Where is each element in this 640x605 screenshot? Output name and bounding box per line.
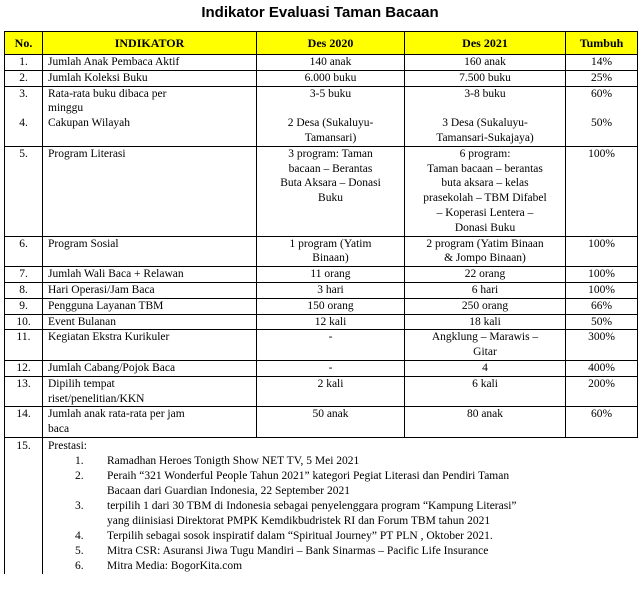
cell-tumbuh — [566, 314, 638, 330]
prestasi-item — [48, 544, 634, 559]
cell-line: Dipilih tempat — [48, 377, 115, 390]
cell-line: 3 Desa (Sukaluyu- — [442, 117, 528, 130]
cell-indikator — [43, 146, 257, 236]
cell-des-2021 — [405, 86, 566, 146]
cell-line: 8. — [19, 283, 28, 296]
cell-line: 6. — [19, 237, 28, 250]
column-header-des-2021: Des 2021 — [405, 32, 566, 55]
cell-des-2020 — [257, 267, 405, 283]
cell-line: 9. — [19, 299, 28, 312]
cell-line: Program Literasi — [48, 147, 126, 160]
cell-line: 14% — [590, 56, 613, 68]
cell-tumbuh — [566, 86, 638, 146]
cell-des-2021 — [405, 376, 566, 407]
table-row — [5, 282, 638, 298]
column-header-no: No. — [5, 32, 43, 55]
cell-line: 10. — [16, 315, 31, 328]
cell-line: minggu — [48, 102, 84, 115]
cell-line: 13. — [16, 377, 31, 390]
cell-line: 100% — [588, 237, 615, 250]
cell-des-2021 — [405, 267, 566, 283]
table-row — [5, 236, 638, 267]
column-header-indikator: INDIKATOR — [43, 32, 257, 55]
cell-line — [262, 101, 399, 116]
table-row — [5, 314, 638, 330]
cell-line: 12 kali — [314, 315, 347, 328]
cell-line: Jumlah Wali Baca + Relawan — [48, 268, 184, 281]
cell-des-2021 — [405, 236, 566, 267]
cell-line: 6 program: — [459, 147, 511, 160]
column-header-tumbuh: Tumbuh — [566, 32, 638, 55]
prestasi-item-text — [107, 559, 634, 574]
cell-line: 100% — [588, 147, 615, 160]
cell-no — [5, 146, 43, 236]
cell-line: Jumlah anak rata-rata per jam — [48, 408, 185, 421]
cell-line: 2 program (Yatim Binaan — [426, 237, 544, 250]
prestasi-item-line: terpilih 1 dari 30 TBM di Indonesia sebagai penyelenggara program “Kampung Literasi” — [107, 499, 517, 512]
cell-no — [5, 314, 43, 330]
cell-tumbuh — [566, 376, 638, 407]
cell-tumbuh — [566, 360, 638, 376]
cell-no — [5, 86, 43, 146]
cell-no — [5, 267, 43, 283]
prestasi-item — [48, 469, 634, 499]
cell-des-2020 — [257, 86, 405, 146]
cell-des-2020 — [257, 70, 405, 86]
cell-no — [5, 330, 43, 361]
cell-tumbuh — [566, 55, 638, 71]
cell-no: 15. — [5, 437, 43, 574]
cell-no — [5, 236, 43, 267]
cell-line: 12. — [16, 361, 31, 374]
evaluation-table — [4, 31, 638, 574]
prestasi-item-text — [107, 469, 634, 499]
cell-line: Event Bulanan — [48, 315, 117, 328]
cell-indikator — [43, 55, 257, 71]
cell-line: Rata-rata buku dibaca per — [48, 87, 167, 100]
cell-line: baca — [48, 423, 70, 436]
cell-line: 160 anak — [464, 56, 506, 68]
table-row — [5, 298, 638, 314]
cell-tumbuh — [566, 330, 638, 361]
cell-line: Jumlah Koleksi Buku — [48, 71, 148, 84]
cell-line: 66% — [590, 299, 613, 312]
table-row — [5, 70, 638, 86]
prestasi-item-text — [107, 529, 634, 544]
cell-tumbuh — [566, 146, 638, 236]
table-header-row — [5, 32, 638, 55]
cell-line: 2. — [19, 71, 28, 84]
cell-line: prasekolah – TBM Difabel — [423, 192, 547, 205]
prestasi-item — [48, 529, 634, 544]
table-row — [5, 360, 638, 376]
cell-indikator — [43, 314, 257, 330]
cell-line: 1. — [19, 56, 28, 68]
cell-line: 3-8 buku — [464, 87, 506, 100]
table-row — [5, 407, 638, 438]
table-row — [5, 55, 638, 71]
cell-line: 11. — [16, 331, 31, 344]
cell-line: 100% — [588, 268, 615, 281]
prestasi-item-line: Mitra Media: BogorKita.com — [107, 559, 243, 572]
cell-no — [5, 360, 43, 376]
prestasi-item — [48, 499, 634, 529]
cell-line: 50% — [590, 315, 613, 328]
cell-tumbuh — [566, 282, 638, 298]
cell-line: 3. — [19, 87, 28, 100]
cell-no — [5, 298, 43, 314]
cell-line: 100% — [588, 283, 615, 296]
cell-indikator — [43, 330, 257, 361]
cell-des-2021 — [405, 360, 566, 376]
prestasi-item-line: Terpilih sebagai sosok inspiratif dalam “Spiritual Journey” PT PLN , Oktober 2021. — [107, 529, 493, 542]
cell-line: 50% — [590, 117, 613, 130]
cell-des-2020 — [257, 314, 405, 330]
cell-des-2020 — [257, 236, 405, 267]
cell-indikator — [43, 86, 257, 146]
cell-line: – Koperasi Lentera – — [436, 206, 534, 219]
cell-des-2021 — [405, 330, 566, 361]
page-title: Indikator Evaluasi Taman Bacaan — [201, 4, 439, 21]
prestasi-content-cell — [43, 437, 638, 574]
cell-line — [410, 101, 560, 116]
cell-des-2020 — [257, 298, 405, 314]
cell-line: 400% — [588, 361, 615, 374]
cell-line: 11 orang — [310, 268, 351, 281]
prestasi-item-line: Mitra CSR: Asuransi Jiwa Tugu Mandiri – Bank Sinarmas – Pacific Life Insurance — [107, 544, 489, 557]
prestasi-row — [5, 437, 638, 574]
cell-indikator — [43, 298, 257, 314]
prestasi-item-number: 4. — [75, 529, 84, 542]
cell-line: 7. — [19, 268, 28, 281]
prestasi-item-number: 3. — [75, 499, 84, 512]
cell-line: 6 hari — [471, 283, 499, 296]
cell-line: bacaan – Berantas — [288, 162, 373, 175]
prestasi-item-line: yang diinisiasi Direktorat PMPK Kemdikbudristek RI dan Forum TBM tahun 2021 — [107, 514, 491, 527]
cell-tumbuh — [566, 407, 638, 438]
cell-line: Taman bacaan – berantas — [427, 162, 543, 175]
cell-line: 22 orang — [464, 268, 506, 281]
cell-line: Jumlah Cabang/Pojok Baca — [48, 361, 176, 374]
prestasi-item-text — [107, 454, 634, 469]
cell-no — [5, 376, 43, 407]
cell-des-2021 — [405, 70, 566, 86]
cell-line: Pengguna Layanan TBM — [48, 299, 164, 312]
cell-tumbuh — [566, 267, 638, 283]
table-row — [5, 86, 638, 146]
cell-des-2020 — [257, 282, 405, 298]
cell-line: Cakupan Wilayah — [48, 117, 131, 130]
cell-line: 6.000 buku — [304, 71, 357, 84]
cell-line: Donasi Buku — [454, 221, 516, 234]
cell-line: 50 anak — [312, 408, 349, 421]
cell-line: Kegiatan Ekstra Kurikuler — [48, 331, 170, 344]
cell-line: Buta Aksara – Donasi — [280, 177, 381, 190]
prestasi-item-line: Bacaan dari Guardian Indonesia, 22 September 2021 — [107, 484, 351, 497]
cell-line: 6 kali — [472, 377, 498, 390]
cell-line: 25% — [590, 71, 613, 84]
cell-line: 7.500 buku — [459, 71, 511, 84]
cell-tumbuh — [566, 70, 638, 86]
cell-indikator — [43, 282, 257, 298]
cell-des-2021 — [405, 407, 566, 438]
prestasi-item-line: Peraih “321 Wonderful People Tahun 2021” kategori Pegiat Literasi dan Pendiri Taman — [107, 469, 510, 482]
prestasi-item — [48, 559, 634, 574]
cell-line: 60% — [590, 87, 613, 100]
cell-no — [5, 407, 43, 438]
cell-des-2021 — [405, 146, 566, 236]
prestasi-item-line: Ramadhan Heroes Tonigth Show NET TV, 5 Mei 2021 — [107, 454, 360, 467]
cell-line: - — [328, 331, 333, 344]
cell-line: 2 kali — [317, 377, 344, 390]
cell-line: 3 hari — [317, 283, 344, 296]
column-header-des-2020: Des 2020 — [257, 32, 405, 55]
cell-line: 300% — [588, 331, 615, 344]
prestasi-item — [48, 454, 634, 469]
cell-line: 14. — [16, 408, 31, 421]
prestasi-item-number: 5. — [75, 544, 84, 557]
table-row — [5, 376, 638, 407]
cell-line: Binaan) — [312, 252, 349, 265]
table-row — [5, 146, 638, 236]
cell-line: 3 program: Taman — [288, 147, 373, 160]
cell-line: 3-5 buku — [309, 87, 352, 100]
cell-line: Angklung – Marawis – — [431, 331, 539, 344]
cell-line: 200% — [588, 377, 615, 390]
cell-des-2021 — [405, 55, 566, 71]
cell-indikator — [43, 236, 257, 267]
cell-des-2020 — [257, 330, 405, 361]
document-page — [0, 4, 640, 605]
prestasi-item-text — [107, 499, 634, 529]
cell-line: Gitar — [473, 346, 497, 359]
cell-line: 18 kali — [469, 315, 501, 328]
table-row — [5, 267, 638, 283]
cell-line: 80 anak — [466, 408, 504, 421]
cell-line: & Jompo Binaan) — [444, 252, 526, 265]
cell-indikator — [43, 407, 257, 438]
cell-des-2020 — [257, 55, 405, 71]
cell-no — [5, 70, 43, 86]
cell-line: Hari Operasi/Jam Baca — [48, 283, 155, 296]
cell-des-2020 — [257, 407, 405, 438]
cell-line: 250 orang — [461, 299, 509, 312]
cell-line: buta aksara – kelas — [441, 177, 529, 190]
cell-line: - — [328, 361, 333, 374]
cell-line: riset/penelitian/KKN — [48, 392, 145, 405]
cell-line: 4. — [19, 117, 28, 130]
cell-line: 140 anak — [309, 56, 352, 68]
cell-line: 150 orang — [307, 299, 354, 312]
cell-des-2020 — [257, 146, 405, 236]
cell-indikator — [43, 376, 257, 407]
table-row — [5, 330, 638, 361]
cell-no — [5, 282, 43, 298]
cell-tumbuh — [566, 298, 638, 314]
prestasi-item-text — [107, 544, 634, 559]
cell-indikator — [43, 360, 257, 376]
cell-line: Tamansari) — [304, 131, 357, 144]
prestasi-item-number: 6. — [75, 559, 84, 572]
cell-line: 2 Desa (Sukaluyu- — [287, 117, 374, 130]
cell-line — [10, 101, 37, 116]
prestasi-item-number: 2. — [75, 469, 84, 482]
cell-des-2021 — [405, 314, 566, 330]
cell-line: 1 program (Yatim — [289, 237, 372, 250]
prestasi-item-number: 1. — [75, 454, 84, 467]
cell-line: 4 — [482, 361, 488, 374]
cell-des-2020 — [257, 360, 405, 376]
cell-indikator — [43, 70, 257, 86]
cell-indikator — [43, 267, 257, 283]
cell-line: 5. — [19, 147, 28, 160]
cell-line: Tamansari-Sukajaya) — [436, 131, 534, 144]
cell-des-2021 — [405, 298, 566, 314]
prestasi-label: Prestasi: — [48, 439, 87, 452]
cell-line: Buku — [318, 192, 343, 205]
cell-no — [5, 55, 43, 71]
cell-des-2020 — [257, 376, 405, 407]
cell-line: 60% — [590, 408, 613, 421]
cell-line: Program Sosial — [48, 237, 119, 250]
cell-tumbuh — [566, 236, 638, 267]
cell-des-2021 — [405, 282, 566, 298]
cell-line: Jumlah Anak Pembaca Aktif — [48, 56, 180, 68]
cell-line — [571, 101, 632, 116]
